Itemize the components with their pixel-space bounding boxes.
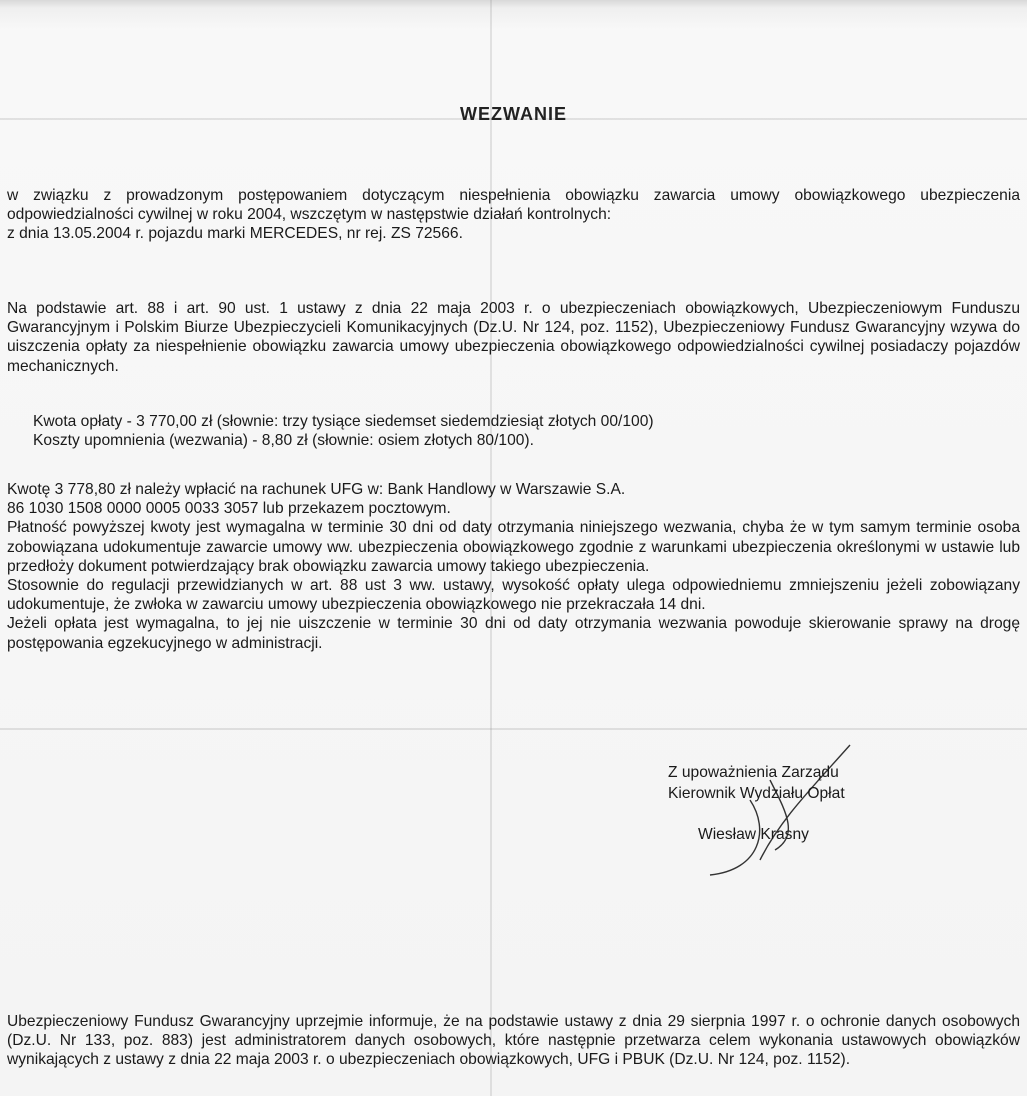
payment-account-line: Kwotę 3 778,80 zł należy wpłacić na rachunek UFG w: Bank Handlowy w Warszawie S.A. [7,481,626,498]
legal-basis-text: Na podstawie art. 88 i art. 90 ust. 1 ustawy z dnia 22 maja 2003 r. o ubezpieczeniach obowiązkowych, Ubezpieczeniowym Funduszu Gwarancyjnym i Polskim Biurze Ubezpieczycieli Komunikacyjnych (Dz.U. Nr 124, poz. 1152), Ubezpieczeniowy Fundusz Gwarancyjny wzywa do uiszczenia opłaty za niespełnienie obowiązku zawarcia umowy ubezpieczenia obowiązkowego odpowiedzialności cywilnej posiadaczy pojazdów mechanicznych. [7,300,1020,375]
document-title: WEZWANIE [460,104,567,124]
payment-due-text: Płatność powyższej kwoty jest wymagalna w terminie 30 dni od daty otrzymania niniejszego wezwania, chyba że w tym samym terminie osoba zobowiązana udokumentuje zawarcie umowy ww. ubezpieczenia obowiązkowego zgodnie z warunkami ubezpieczenia określonymi w ustawie lub przedłoży dokument potwierdzający brak obowiązku zawarcia umowy takiego ubezpieczenia. [7,519,1020,575]
fee-amount: Kwota opłaty - 3 770,00 zł (słownie: trzy tysiące siedemset siedemdziesiąt złotych 00/100) [33,413,654,430]
intro-paragraph [7,186,1020,244]
data-protection-notice [7,1012,1020,1070]
intro-vehicle: z dnia 13.05.2004 r. pojazdu marki MERCEDES, nr rej. ZS 72566. [7,225,463,243]
legal-basis-paragraph [7,299,1020,376]
payment-reduction-text: Stosownie do regulacji przewidzianych w art. 88 ust 3 ww. ustawy, wysokość opłaty ulega odpowiedniemu zmniejszeniu jeżeli zobowiązany udokumentuje, że zwłoka w zawarciu umowy ubezpieczenia obowiązkowego nie przekraczała 14 dni. [7,577,1020,614]
intro-text: w związku z prowadzonym postępowaniem dotyczącym niespełnienia obowiązku zawarcia umowy obowiązkowego ubezpieczenia odpowiedzialności cywilnej w roku 2004, wszczętym w następstwie działań kontrolnych: [7,187,1020,224]
signature-name: Wiesław Krasny [698,826,809,843]
signature-block [668,762,845,845]
signature-position: Kierownik Wydziału Opłat [668,785,845,802]
payment-section [7,480,1020,653]
data-protection-text: Ubezpieczeniowy Fundusz Gwarancyjny uprzejmie informuje, że na podstawie ustawy z dnia 29 sierpnia 1997 r. o ochronie danych osobowych (Dz.U. Nr 133, poz. 883) jest administratorem danych osobowych, które następnie przetwarza celem wykonania ustawowych obowiązków wynikających z ustawy z dnia 22 maja 2003 r. o ubezpieczeniach obowiązkowych, UFG i PBUK (Dz.U. Nr 124, poz. 1152). [7,1013,1020,1069]
payment-enforcement-text: Jeżeli opłata jest wymagalna, to jej nie uiszczenie w terminie 30 dni od daty otrzymania wezwania powoduje skierowanie sprawy na drogę postępowania egzekucyjnego w administracji. [7,615,1020,652]
fold-line [0,728,1027,730]
payment-account-number: 86 1030 1508 0000 0005 0033 3057 lub przekazem pocztowym. [7,500,451,518]
fee-reminder-cost: Koszty upomnienia (wezwania) - 8,80 zł (słownie: osiem złotych 80/100). [33,432,534,450]
signature-authorization: Z upoważnienia Zarządu [668,764,839,781]
fees-list [7,412,1020,450]
